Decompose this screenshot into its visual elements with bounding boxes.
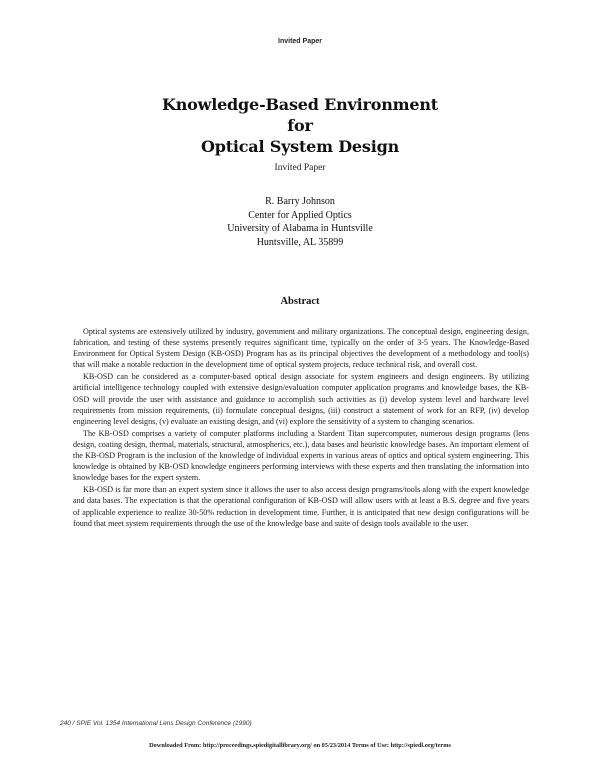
- author-name: R. Barry Johnson: [265, 196, 335, 207]
- paper-subtitle: Invited Paper: [274, 163, 326, 173]
- abstract-paragraph-4: KB-OSD is far more than an expert system since it allows the user to also access design programs/tools along with the expert knowledge and data bases. The expectation is that the operational configuration of KB-OSD will allow users with at least a B.S. degree and five years of applicable experience to realize 30-50% reduction in development time. Further, it is anticipated that new design configurations will be found that meet system requirements through the use of the knowledge base and suite of design tools available to the user.: [73, 485, 529, 528]
- footer-citation: 240 / SPIE Vol. 1354 International Lens Design Conference (1990): [60, 720, 252, 727]
- author-university: University of Alabama in Huntsville: [227, 223, 373, 234]
- abstract-paragraph-2: KB-OSD can be considered as a computer-based optical design associate for system engineers and design engineers. By utilizing artificial intelligence technology coupled with extensive design/evaluation computer application programs and knowledge bases, the KB-OSD will provide the user with assistance and guidance to accomplish such activities as (i) develop system level and hardware level requirements from mission requirements, (ii) formulate conceptual designs, (iii) construct a statement of work for an RFP, (iv) develop engineering level designs, (v) evaluate an existing design, and (vi) explore the sensitivity of a system to changing scenarios.: [73, 372, 529, 426]
- abstract-body: [73, 326, 529, 529]
- download-notice: Downloaded From: http://proceedings.spiedigitallibrary.org/ on 05/23/2014 Terms of Use: http://spiedl.org/terms: [149, 742, 451, 749]
- author-affiliation: Center for Applied Optics: [248, 209, 352, 221]
- paper-title-line-1: Knowledge-Based Environment: [162, 95, 438, 114]
- paper-title-line-2: for: [287, 116, 313, 135]
- abstract-paragraph-1: Optical systems are extensively utilized by industry, government and military organizations. The conceptual design, engineering design, fabrication, and testing of these systems presently requires significant time, typically on the order of 3-5 years. The Knowledge-Based Environment for Optical System Design (KB-OSD) Program has as its principal objectives the development of a methodology and tool(s) that will make a notable reduction in the development time of optical system projects, reduce technical risk, and overall cost.: [73, 327, 529, 370]
- title-block: [0, 94, 600, 173]
- abstract-heading: Abstract: [280, 296, 320, 307]
- running-header: Invited Paper: [278, 38, 322, 45]
- author-block: [0, 195, 600, 249]
- abstract-paragraph-3: The KB-OSD comprises a variety of computer platforms including a Stardent Titan supercomputer, numerous design programs (lens design, coating design, thermal, materials, structural, atmospherics, etc.), data bases and heuristic knowledge bases. An important element of the KB-OSD Program is the inclusion of the knowledge of individual experts in various areas of optics and optical system engineering. This knowledge is obtained by KB-OSD knowledge engineers performing interviews with these experts and then translating the information into knowledge bases for the expert system.: [73, 428, 529, 483]
- paper-title-line-3: Optical System Design: [200, 137, 400, 156]
- author-location: Huntsville, AL 35899: [256, 236, 344, 248]
